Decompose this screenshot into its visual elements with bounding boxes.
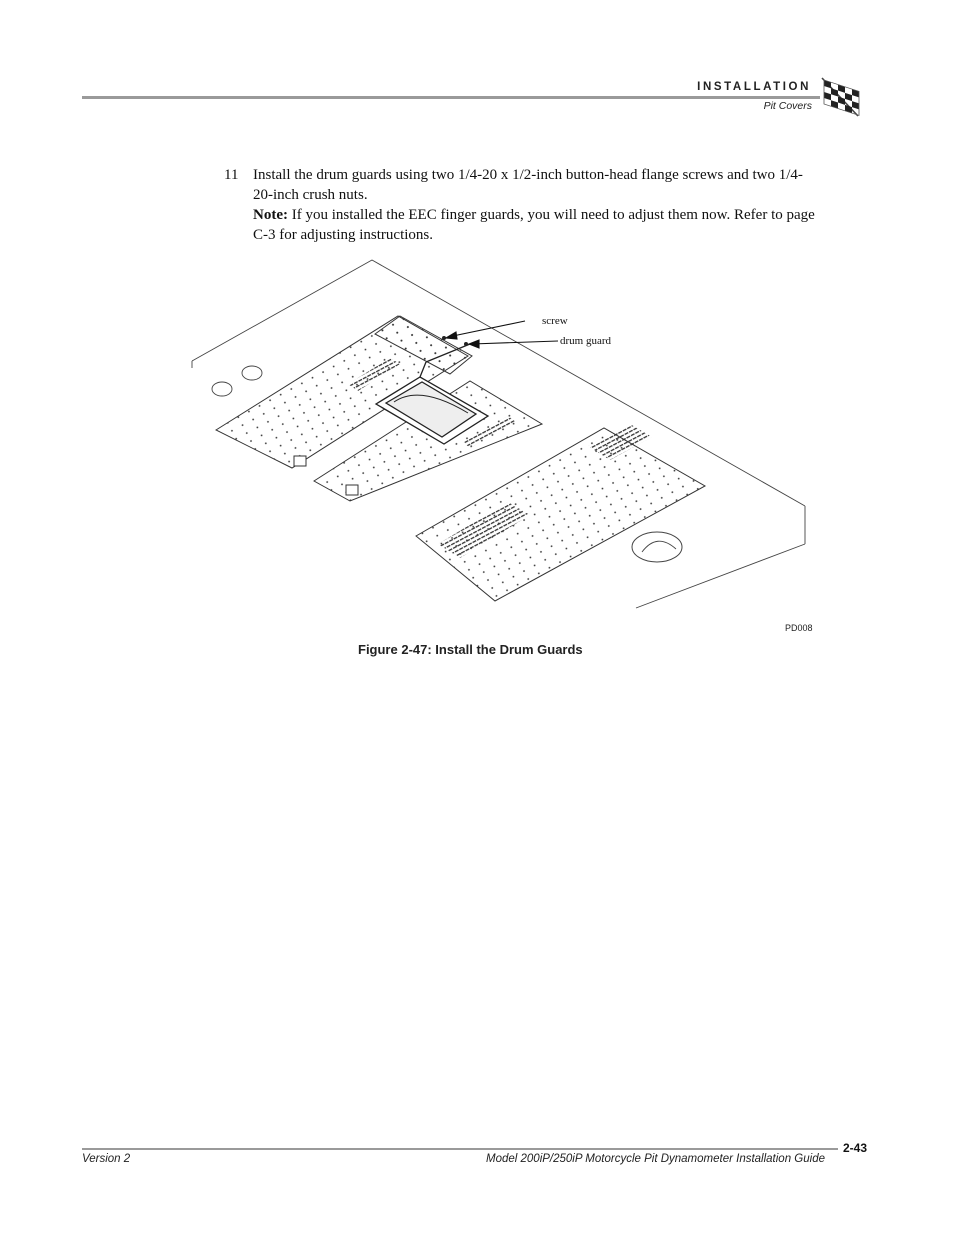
bracket-middle — [346, 485, 358, 495]
footer-rule — [82, 1148, 838, 1150]
header-section-title: INSTALLATION — [697, 81, 811, 93]
figure-caption: Figure 2-47: Install the Drum Guards — [358, 642, 583, 657]
drum-guard-illustration — [190, 256, 815, 636]
note-label: Note: — [253, 207, 288, 223]
note-paragraph — [253, 206, 823, 245]
checkered-flag-icon — [818, 74, 866, 118]
header-rule — [82, 96, 820, 99]
pit-cover-panels — [216, 316, 705, 601]
footer-version: Version 2 — [82, 1153, 131, 1165]
note-text: If you installed the EEC finger guards, you will need to adjust them now. Refer to page C-3 for adjusting instructions. — [253, 207, 815, 243]
part-code-label: PD008 — [785, 623, 813, 633]
page-number: 2-43 — [843, 1141, 868, 1155]
callout-drum-guard-label: drum guard — [560, 335, 612, 347]
guard-tab-marker — [464, 342, 468, 346]
footer-guide-title: Model 200iP/250iP Motorcycle Pit Dynamometer Installation Guide — [486, 1153, 825, 1165]
step-number: 11 — [224, 167, 239, 183]
step-text: Install the drum guards using two 1/4-20 x 1/2-inch button-head flange screws and two 1/4-20-inch crush nuts. — [253, 167, 803, 203]
body-hole-left-2 — [242, 366, 262, 380]
body-hole-right — [632, 532, 682, 562]
body-hole-left — [212, 382, 232, 396]
callout-screw-label: screw — [542, 315, 568, 327]
bracket-left — [294, 456, 306, 466]
header-subsection-title: Pit Covers — [763, 100, 812, 112]
